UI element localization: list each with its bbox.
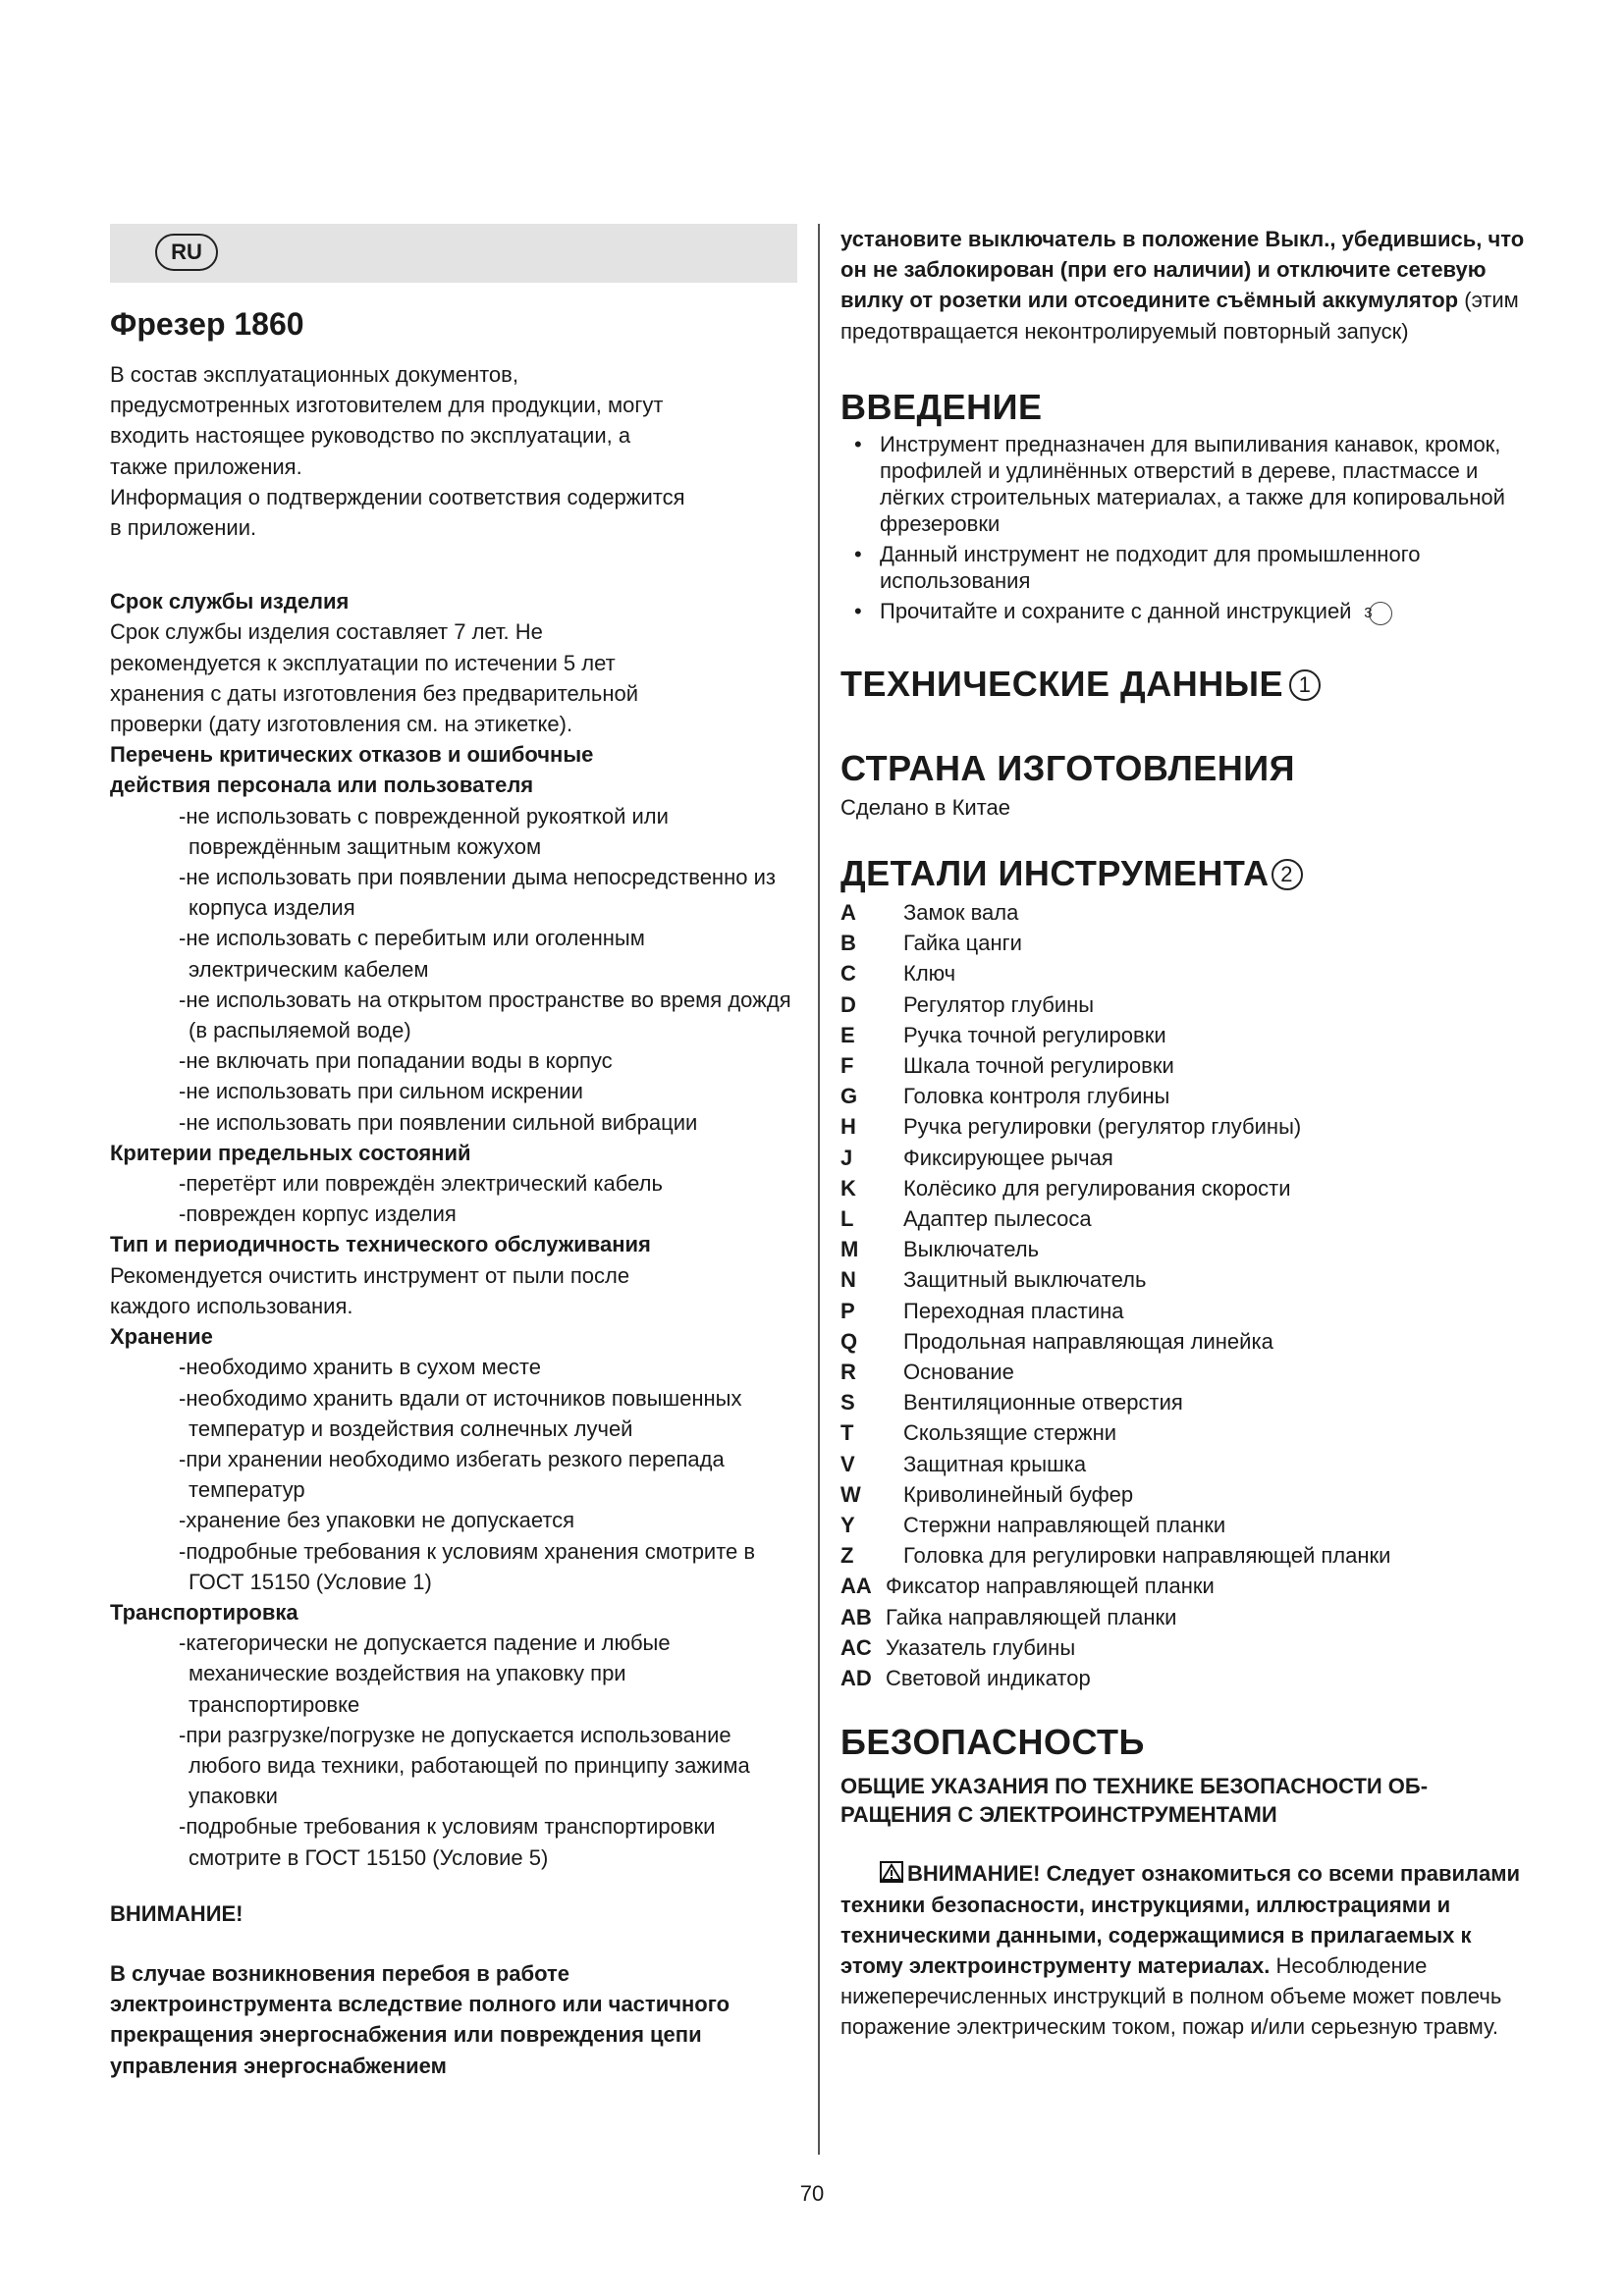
page-title: Фрезер 1860	[110, 306, 304, 342]
language-bar	[110, 224, 797, 283]
part-label: Ключ	[903, 961, 956, 987]
part-code: K	[840, 1175, 856, 1201]
intro-paragraph	[110, 359, 797, 543]
part-label: Основание	[903, 1360, 1014, 1385]
intro-bullet: • Прочитайте и сохраните с данной инструкцией 3	[840, 598, 1538, 625]
page-number: 70	[799, 2181, 825, 2206]
part-label: Защитная крышка	[903, 1451, 1087, 1476]
storage-item: -необходимо хранить вдали от источников повышенных температур и воздействия солнечных лучей	[179, 1385, 742, 1441]
part-code: Y	[840, 1513, 855, 1538]
attention-heading: ВНИМАНИЕ!	[110, 1900, 244, 1926]
part-item	[840, 1203, 1538, 1234]
intro-line: входить настоящее руководство по эксплуатации, а	[110, 423, 631, 449]
parts-heading-text: ДЕТАЛИ ИНСТРУМЕНТА	[840, 853, 1270, 894]
part-label: Криволинейный буфер	[903, 1481, 1134, 1507]
part-item	[840, 1143, 1538, 1173]
continuation-normal: (этим предотвращается неконтролируемый повторный запуск)	[840, 288, 1519, 344]
storage-item: -необходимо хранить в сухом месте	[179, 1355, 541, 1380]
tech-data-heading	[840, 661, 1538, 708]
continuation-paragraph	[840, 224, 1538, 347]
failure-item: -не использовать при появлении сильной вибрации	[179, 1109, 698, 1135]
country-text: Сделано в Китае	[840, 794, 1011, 820]
part-item	[840, 1387, 1538, 1417]
part-item	[840, 1510, 1538, 1540]
maintenance-line: Рекомендуется очистить инструмент от пыли после	[110, 1262, 630, 1288]
part-label: Световой индикатор	[886, 1666, 1091, 1691]
failure-item: -не использовать при появлении дыма непосредственно из корпуса изделия	[179, 865, 776, 921]
part-code: F	[840, 1053, 854, 1079]
transport-item: -подробные требования к условиям транспортировки смотрите в ГОСТ 15150 (Условие 5)	[179, 1814, 716, 1870]
storage-item: -при хранении необходимо избегать резкого перепада температур	[179, 1446, 725, 1503]
part-label: Вентиляционные отверстия	[903, 1390, 1183, 1415]
part-item	[840, 1020, 1538, 1050]
part-item	[840, 1632, 1538, 1663]
part-item	[840, 1571, 1538, 1601]
part-label: Стержни направляющей планки	[903, 1513, 1226, 1538]
limit-item: -перетёрт или повреждён электрический кабель	[179, 1171, 663, 1197]
service-life-heading: Срок службы изделия	[110, 589, 350, 614]
maintenance-heading: Тип и периодичность технического обслуживания	[110, 1232, 651, 1257]
safety-warning-normal: Несоблюдение нижеперечисленных инструкций в полном объеме может повлечь поражение электрическим током, пожар и/или серьезную травму.	[840, 1952, 1502, 2040]
part-label: Ручка точной регулировки	[903, 1022, 1166, 1047]
transport-item: -при разгрузке/погрузке не допускается использование любого вида техники, работающей по принципу зажима упаковки	[179, 1722, 750, 1809]
part-item	[840, 1111, 1538, 1142]
part-code: M	[840, 1237, 859, 1262]
failure-item: -не использовать при сильном искрении	[179, 1079, 583, 1104]
part-code: AB	[840, 1604, 872, 1629]
failure-item: -не использовать на открытом пространстве во время дождя (в распыляемой воде)	[179, 987, 791, 1043]
part-code: E	[840, 1022, 855, 1047]
intro-line: В состав эксплуатационных документов,	[110, 362, 518, 387]
part-label: Регулятор глубины	[903, 991, 1095, 1017]
transport-item: -категорически не допускается падение и любые механические воздействия на упаковку при транспортировке	[179, 1630, 671, 1717]
tech-data-heading-text: ТЕХНИЧЕСКИЕ ДАННЫЕ	[840, 663, 1283, 704]
part-item	[840, 1234, 1538, 1264]
part-item	[840, 1449, 1538, 1479]
part-code: Q	[840, 1328, 858, 1354]
part-item	[840, 1663, 1538, 1693]
part-code: C	[840, 961, 856, 987]
part-label: Продольная направляющая линейка	[903, 1328, 1273, 1354]
part-label: Головка контроля глубины	[903, 1084, 1170, 1109]
intro-bullet-text: Инструмент предназначен для выпиливания канавок, кромок, профилей и удлинённых отверстий в дереве, пластмассе и лёгких строительных материалах, а также для копировальной фрезеровки	[880, 431, 1505, 536]
attention-text: В случае возникновения перебоя в работе электроинструмента вследствие полного или частичного прекращения энергоснабжения или повреждения цепи управления энергоснабжением	[110, 1960, 731, 2078]
part-item	[840, 1050, 1538, 1081]
storage-item: -хранение без упаковки не допускается	[179, 1508, 575, 1533]
part-label: Гайка направляющей планки	[886, 1604, 1177, 1629]
part-code: A	[840, 900, 856, 926]
part-label: Ручка регулировки (регулятор глубины)	[903, 1114, 1302, 1140]
figure-ref-3: 3	[1369, 602, 1392, 625]
part-code: S	[840, 1390, 855, 1415]
warning-triangle-icon	[880, 1861, 903, 1883]
intro-bullet-list	[840, 431, 1538, 625]
figure-ref-2: 2	[1272, 859, 1303, 890]
part-label: Колёсико для регулирования скорости	[903, 1175, 1291, 1201]
service-life-line: рекомендуется к эксплуатации по истечении 5 лет	[110, 650, 616, 675]
part-code: H	[840, 1114, 856, 1140]
intro-line: Информация о подтверждении соответствия содержится	[110, 484, 685, 509]
part-code: G	[840, 1084, 858, 1109]
part-label: Гайка цанги	[903, 931, 1022, 956]
parts-list	[840, 897, 1538, 1693]
part-code: N	[840, 1267, 856, 1293]
intro-line: в приложении.	[110, 515, 257, 541]
part-label: Фиксирующее рычая	[903, 1145, 1113, 1170]
service-life-line: хранения с даты изготовления без предварительной	[110, 680, 639, 706]
part-item	[840, 1326, 1538, 1357]
part-item	[840, 989, 1538, 1020]
limit-item: -поврежден корпус изделия	[179, 1201, 457, 1227]
safety-heading: БЕЗОПАСНОСТЬ	[840, 1722, 1145, 1763]
country-heading: СТРАНА ИЗГОТОВЛЕНИЯ	[840, 747, 1296, 788]
part-code: B	[840, 931, 856, 956]
failure-item: -не использовать с перебитым или оголенным электрическим кабелем	[179, 926, 645, 982]
safety-warning-bold: ВНИМАНИЕ! Следует ознакомиться со всеми правилами техники безопасности, инструкциями, иллюстрациями и техническими данными, содержащимися в прилагаемых к этому электроинструменту материалах.	[840, 1861, 1521, 1978]
safety-warning	[840, 1858, 1538, 2042]
part-code: V	[840, 1451, 855, 1476]
part-item	[840, 1602, 1538, 1632]
part-code: L	[840, 1206, 854, 1232]
part-code: AA	[840, 1574, 872, 1599]
part-code: P	[840, 1298, 855, 1323]
part-item	[840, 1540, 1538, 1571]
part-item	[840, 897, 1538, 928]
part-code: AD	[840, 1666, 872, 1691]
intro-bullet: • Инструмент предназначен для выпиливания канавок, кромок, профилей и удлинённых отверстий в дереве, пластмассе и лёгких строительных материалах, а также для копировальной фрезеровки	[854, 431, 1505, 536]
part-label: Головка для регулировки направляющей планки	[903, 1543, 1391, 1569]
continuation-bold: установите выключатель в положение Выкл., убедившись, что он не заблокирован (при его наличии) и отключите сетевую вилку от розетки или отсоедините съёмный аккумулятор	[840, 227, 1525, 313]
part-item	[840, 1173, 1538, 1203]
part-label: Переходная пластина	[903, 1298, 1124, 1323]
service-life-line: Срок службы изделия составляет 7 лет. Не	[110, 619, 543, 645]
part-code: J	[840, 1145, 853, 1170]
intro-bullet-text: Данный инструмент не подходит для промышленного использования	[880, 541, 1421, 593]
part-label: Адаптер пылесоса	[903, 1206, 1092, 1232]
part-label: Скользящие стержни	[903, 1420, 1117, 1446]
part-item	[840, 1357, 1538, 1387]
part-label: Выключатель	[903, 1237, 1040, 1262]
intro-bullet-text: Прочитайте и сохраните с данной инструкцией	[880, 598, 1352, 623]
part-label: Фиксатор направляющей планки	[886, 1574, 1215, 1599]
part-label: Указатель глубины	[886, 1634, 1076, 1660]
intro-line: предусмотренных изготовителем для продукции, могут	[110, 393, 664, 418]
intro-bullet: • Данный инструмент не подходит для промышленного использования	[854, 541, 1421, 593]
transport-heading: Транспортировка	[110, 1599, 298, 1625]
part-item	[840, 1417, 1538, 1448]
part-code: D	[840, 991, 856, 1017]
part-item	[840, 928, 1538, 958]
part-item	[840, 958, 1538, 988]
intro-line: также приложения.	[110, 454, 302, 479]
service-life-line: проверки (дату изготовления см. на этикетке).	[110, 712, 573, 737]
part-label: Шкала точной регулировки	[903, 1053, 1174, 1079]
failure-item: -не включать при попадании воды в корпус	[179, 1048, 613, 1074]
maintenance-line: каждого использования.	[110, 1293, 353, 1318]
failure-item: -не использовать с поврежденной рукояткой или повреждённым защитным кожухом	[179, 803, 669, 859]
part-item	[840, 1479, 1538, 1510]
column-divider	[818, 224, 820, 2155]
right-column	[840, 224, 1538, 2043]
failures-heading: Перечень критических отказов и ошибочные	[110, 742, 594, 768]
part-label: Защитный выключатель	[903, 1267, 1147, 1293]
part-code: R	[840, 1360, 856, 1385]
language-badge: RU	[155, 234, 218, 271]
storage-item: -подробные требования к условиям хранения смотрите в ГОСТ 15150 (Условие 1)	[179, 1538, 756, 1594]
parts-heading	[840, 850, 1538, 897]
part-item	[840, 1081, 1538, 1111]
part-item	[840, 1296, 1538, 1326]
part-item	[840, 1264, 1538, 1295]
part-label: Замок вала	[903, 900, 1019, 926]
figure-ref-1: 1	[1289, 669, 1321, 701]
intro-section-heading: ВВЕДЕНИЕ	[840, 386, 1043, 427]
part-code: AC	[840, 1634, 872, 1660]
part-code: T	[840, 1420, 854, 1446]
failures-heading: действия персонала или пользователя	[110, 773, 534, 798]
limits-heading: Критерии предельных состояний	[110, 1140, 471, 1165]
left-column	[110, 224, 797, 2081]
part-code: Z	[840, 1543, 854, 1569]
safety-subheading: ОБЩИЕ УКАЗАНИЯ ПО ТЕХНИКЕ БЕЗОПАСНОСТИ ОБ- РАЩЕНИЯ С ЭЛЕКТРОИНСТРУМЕНТАМИ	[840, 1774, 1429, 1828]
part-code: W	[840, 1481, 861, 1507]
storage-heading: Хранение	[110, 1324, 213, 1350]
